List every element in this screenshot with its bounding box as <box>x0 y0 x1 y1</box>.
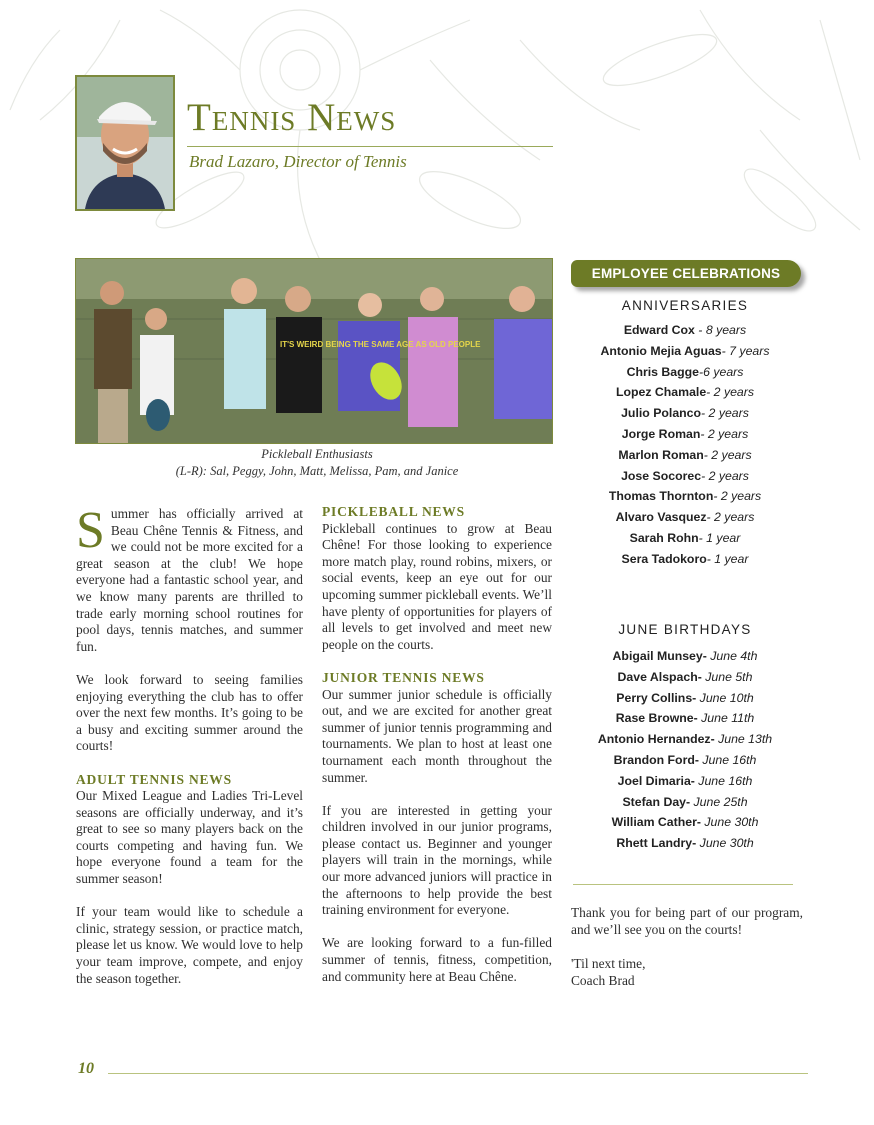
list-item <box>571 466 799 487</box>
person-name: Chris Bagge <box>626 364 699 379</box>
person-name: Rase Browne- <box>615 711 698 726</box>
signature-name: Coach Brad <box>571 972 635 988</box>
pickleball-heading: PICKLEBALL NEWS <box>322 504 465 519</box>
celebration-detail: - 7 years <box>721 343 770 358</box>
celebration-detail: June 30th <box>696 836 754 851</box>
list-item <box>571 445 799 466</box>
drop-cap: S <box>76 502 105 559</box>
person-name: Edward Cox <box>623 323 695 337</box>
employee-celebrations-badge: EMPLOYEE CELEBRATIONS <box>571 260 801 287</box>
signoff-line: 'Til next time, <box>571 956 646 971</box>
celebration-detail: - 8 years <box>694 323 747 337</box>
photo-caption-title: Pickleball Enthusiasts <box>261 447 373 461</box>
list-item <box>571 486 799 507</box>
closing-message: Thank you for being part of our program, and we’ll see you on the courts! <box>571 905 803 937</box>
list-item <box>571 750 799 771</box>
list-item <box>571 382 799 403</box>
celebration-detail: - 2 years <box>706 385 755 400</box>
junior-paragraph-1: Our summer junior schedule is officially out, and we are excited for another great summer of junior tennis programming and tournaments. We plan to host at least one tournament each month throughout the summer. <box>322 686 552 785</box>
person-name: Abigail Munsey- <box>612 649 707 663</box>
celebration-detail: June 5th <box>701 669 753 684</box>
celebration-detail: -6 years <box>699 364 744 379</box>
celebration-detail: - 2 years <box>700 426 749 441</box>
list-item <box>571 549 799 570</box>
closing-signoff <box>571 956 803 989</box>
list-item <box>571 729 799 750</box>
title-divider <box>187 146 553 147</box>
list-item <box>571 688 799 709</box>
celebration-detail: June 11th <box>697 711 755 726</box>
byline: Brad Lazaro, Director of Tennis <box>189 152 407 171</box>
celebration-detail: June 4th <box>706 649 758 663</box>
celebration-detail: June 25th <box>690 794 748 809</box>
body-column-2 <box>322 506 552 1002</box>
celebration-detail: - 1 year <box>706 551 749 566</box>
person-name: Lopez Chamale <box>615 385 707 400</box>
pickleball-group-photo <box>75 258 553 444</box>
person-name: William Cather- <box>611 815 701 830</box>
person-name: Julio Polanco <box>621 406 702 421</box>
list-item <box>571 424 799 445</box>
celebration-detail: June 30th <box>700 815 759 830</box>
list-item <box>571 528 799 549</box>
person-name: Sera Tadokoro <box>621 551 707 566</box>
list-item <box>571 362 799 383</box>
celebration-detail: June 13th <box>714 732 773 747</box>
list-item <box>571 771 799 792</box>
page-number: 10 <box>78 1060 94 1077</box>
junior-tennis-heading: JUNIOR TENNIS NEWS <box>322 669 485 685</box>
celebration-detail: June 10th <box>696 690 754 705</box>
page-title: Tennis News <box>187 96 397 139</box>
list-item <box>571 403 799 424</box>
person-name: Perry Collins- <box>616 690 697 705</box>
celebration-detail: - 2 years <box>706 510 755 525</box>
adult-paragraph-2: If your team would like to schedule a clinic, strategy session, or practice match, please let us know. We would love to help your team improve, compete, and enjoy the season together. <box>76 904 303 986</box>
birthdays-list <box>571 646 799 854</box>
person-name: Brandon Ford- <box>613 752 699 767</box>
person-name: Stefan Day- <box>622 794 691 809</box>
celebration-detail: - 2 years <box>713 489 762 504</box>
list-item <box>571 320 799 341</box>
person-name: Dave Alspach- <box>617 669 702 684</box>
person-name: Alvaro Vasquez <box>615 510 707 525</box>
sidebar-divider <box>573 884 793 885</box>
list-item <box>571 667 799 688</box>
birthdays-heading: JUNE BIRTHDAYS <box>618 622 752 637</box>
person-name: Sarah Rohn <box>629 530 699 545</box>
person-name: Marlon Roman <box>618 447 704 462</box>
celebration-detail: - 1 year <box>698 530 741 545</box>
body-column-1 <box>76 502 303 1004</box>
anniversaries-list <box>571 320 799 570</box>
list-item <box>571 507 799 528</box>
person-name: Jorge Roman <box>621 426 701 441</box>
intro-paragraph-2: We look forward to seeing families enjoying everything the club has to offer over the next few months. It’s going to be a busy and exciting summer around the courts! <box>76 671 303 754</box>
pickleball-paragraph: Pickleball continues to grow at Beau Chêne! For those looking to experience more match play, round robins, mixers, or social events, keep an eye out for our upcoming summer pickleball events. We’ll have plenty of opportunities for players of all levels to get involved and meet new people on the courts. <box>322 520 552 652</box>
celebration-detail: - 2 years <box>701 468 749 483</box>
photo-caption-names: (L-R): Sal, Peggy, John, Matt, Melissa, Pam, and Janice <box>175 464 459 478</box>
celebration-detail: - 2 years <box>703 447 752 462</box>
celebration-detail: June 16th <box>698 752 757 767</box>
adult-tennis-heading: ADULT TENNIS NEWS <box>76 771 232 787</box>
director-headshot <box>75 75 175 211</box>
list-item <box>571 812 799 833</box>
list-item <box>571 792 799 813</box>
person-name: Thomas Thornton <box>608 489 714 504</box>
anniversaries-heading: ANNIVERSARIES <box>621 298 749 313</box>
celebration-detail: - 2 years <box>701 406 749 421</box>
person-name: Rhett Landry- <box>616 836 697 851</box>
intro-paragraph-1: Summer has officially arrived at Beau Chêne Tennis & Fitness, and we could not be more excited for a great season at the club! We hope everyone had a fantastic school year, and we know many parents are thrilled to trade early morning school routines for pool days, tennis matches, and summer fun. <box>76 502 303 654</box>
celebration-detail: June 16th <box>694 773 753 788</box>
person-name: Joel Dimaria- <box>617 773 695 788</box>
shirt-text: IT'S WEIRD BEING THE SAME AGE AS OLD PEOPLE <box>280 340 481 349</box>
list-item <box>571 833 799 854</box>
footer-divider <box>108 1073 808 1074</box>
list-item <box>571 708 799 729</box>
junior-paragraph-3: We are looking forward to a fun-filled summer of tennis, fitness, competition, and community here at Beau Chêne. <box>322 935 552 984</box>
list-item <box>571 341 799 362</box>
junior-paragraph-2: If you are interested in getting your children involved in our junior programs, please contact us. Beginner and younger players will train in the mornings, while our more advanced juniors will practice in the afternoons to help provide the best training environment for everyone. <box>322 802 552 918</box>
person-name: Antonio Mejia Aguas <box>600 343 722 358</box>
person-name: Antonio Hernandez- <box>597 732 715 747</box>
person-name: Jose Socorec <box>621 468 702 483</box>
adult-paragraph-1: Our Mixed League and Ladies Tri-Level seasons are officially underway, and it’s great to see so many players back on the courts competing and having fun. We hope everyone found a team for the summer season! <box>76 788 303 887</box>
list-item <box>571 646 799 667</box>
